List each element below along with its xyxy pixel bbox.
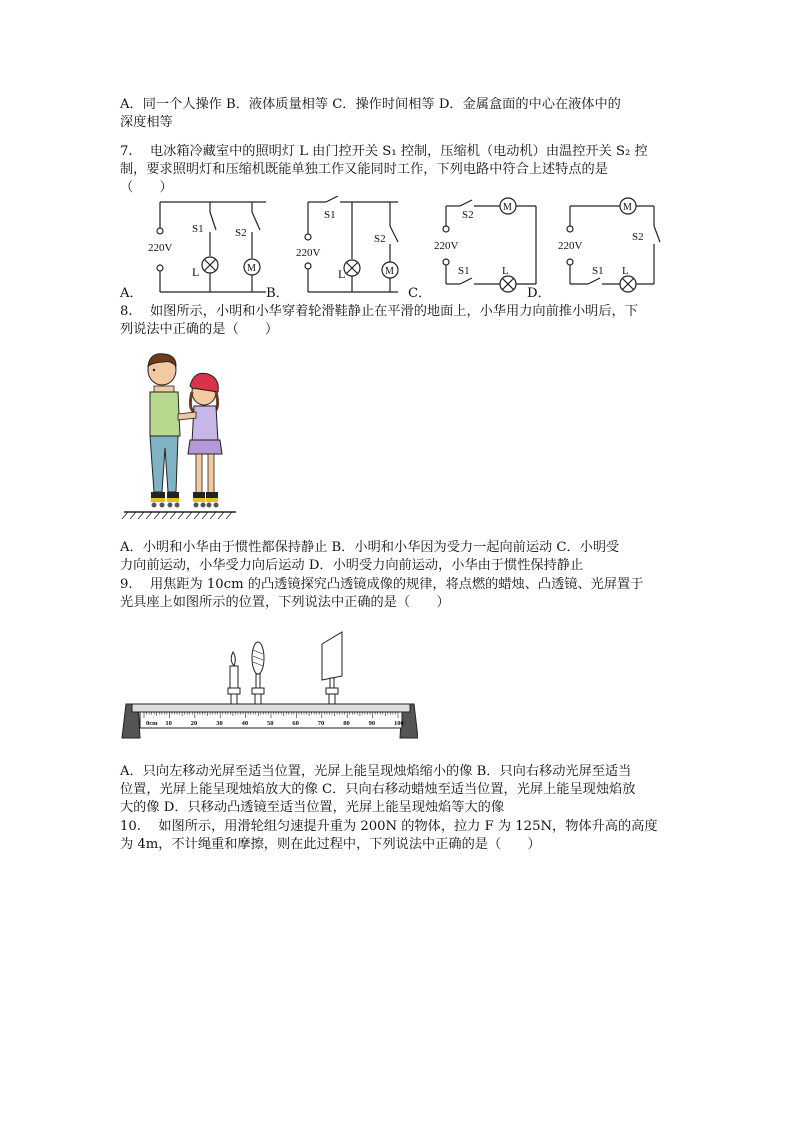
q9-options-line-1: A．只向左移动光屏至适当位置，光屏上能呈现烛焰缩小的像 B．只向右移动光屏至适当 <box>120 764 632 779</box>
label-s1: S1 <box>592 265 604 277</box>
q10-stem-line-2: 为 4m，不计绳重和摩擦，则在此过程中，下列说法中正确的是（ ） <box>120 837 541 852</box>
ruler-label: 60 <box>292 720 299 727</box>
q7-stem-line-2: 制，要求照明灯和压缩机既能单独工作又能同时工作，下列电路中符合上述特点的是 <box>120 162 608 177</box>
label-motor: M <box>503 202 512 213</box>
q9-optical-bench <box>118 628 418 744</box>
label-lamp: L <box>622 265 629 277</box>
q9-stem-line-2: 光具座上如图所示的位置，下列说法中正确的是（ ） <box>120 595 450 610</box>
label-s1: S1 <box>192 223 204 235</box>
ruler-label: 0cm <box>146 720 158 727</box>
label-s1: S1 <box>458 265 470 277</box>
ruler-label: 30 <box>216 720 223 727</box>
xiaoming-figure <box>148 354 180 508</box>
ruler-label: 80 <box>343 720 350 727</box>
ruler-label: 20 <box>190 720 198 727</box>
label-lamp: L <box>338 267 346 281</box>
label-motor: M <box>385 266 394 277</box>
q9-options-line-2: 位置，光屏上能呈现烛焰放大的像 C．只向右移动蜡烛至适当位置，光屏上能呈现烛焰放 <box>120 782 636 797</box>
q8-options-line-2: 力向前运动，小华受力向后运动 D．小明受力向前运动，小华由于惯性保持静止 <box>120 558 584 573</box>
q8-options-line-1: A．小明和小华由于惯性都保持静止 B．小明和小华因为受力一起向前运动 C．小明受 <box>120 540 620 555</box>
circuit-a <box>148 202 266 292</box>
label-lamp: L <box>192 265 200 279</box>
label-motor: M <box>623 202 632 213</box>
label-220v: 220V <box>558 240 583 252</box>
circuit-c <box>434 198 536 292</box>
q7-option-c: C． <box>408 286 432 301</box>
label-lamp: L <box>502 265 509 277</box>
ruler-label: 10 <box>165 720 172 727</box>
q6-options-line-1: A．同一个人操作 B．液体质量相等 C．操作时间相等 D．金属盒面的中心在液体中的 <box>120 97 621 112</box>
candle <box>228 652 240 704</box>
label-motor: M <box>247 263 256 274</box>
q7-option-b: B． <box>266 286 289 301</box>
circuit-b <box>296 196 398 292</box>
q8-stem-line-1: 8. 如图所示，小明和小华穿着轮滑鞋静止在平滑的地面上，小华用力向前推小明后，下 <box>120 304 638 319</box>
label-s2: S2 <box>462 209 474 221</box>
label-s2: S2 <box>632 231 644 243</box>
xiaohua-figure <box>178 373 222 507</box>
label-220v: 220V <box>296 247 321 259</box>
q7-option-a: A． <box>120 286 143 301</box>
ruler-label: 70 <box>317 720 325 727</box>
q8-stem-line-2: 列说法中正确的是（ ） <box>120 322 279 337</box>
q7-answer-blank: （ ） <box>120 180 173 195</box>
convex-lens <box>252 642 264 704</box>
circuit-d <box>558 198 660 292</box>
ruler-label: 50 <box>267 720 274 727</box>
label-s1: S1 <box>324 209 336 221</box>
ruler-label: 100 <box>394 720 404 727</box>
label-220v: 220V <box>148 242 173 254</box>
ruler-label: 40 <box>241 720 249 727</box>
q7-circuit-diagrams <box>118 196 678 300</box>
q9-options-line-3: 大的像 D．只移动凸透镜至适当位置，光屏上能呈现烛焰等大的像 <box>120 800 505 815</box>
q9-stem-line-1: 9. 用焦距为 10cm 的凸透镜探究凸透镜成像的规律，将点燃的蜡烛、凸透镜、光屏置于 <box>120 577 644 592</box>
q6-options-line-2: 深度相等 <box>120 115 173 130</box>
label-s2: S2 <box>235 227 247 239</box>
q7-stem-line-1: 7. 电冰箱冷藏室中的照明灯 L 由门控开关 S₁ 控制，压缩机（电动机）由温控开关 S₂ 控 <box>120 144 648 159</box>
q8-skaters-illustration <box>120 352 240 522</box>
label-220v: 220V <box>434 240 459 252</box>
ruler-label: 90 <box>368 720 376 727</box>
q10-stem-line-1: 10. 如图所示，用滑轮组匀速提升重为 200N 的物体，拉力 F 为 125N，物体升高的高度 <box>120 819 658 834</box>
q7-option-d: D． <box>527 286 551 301</box>
light-screen <box>322 632 342 704</box>
label-s2: S2 <box>374 233 386 245</box>
